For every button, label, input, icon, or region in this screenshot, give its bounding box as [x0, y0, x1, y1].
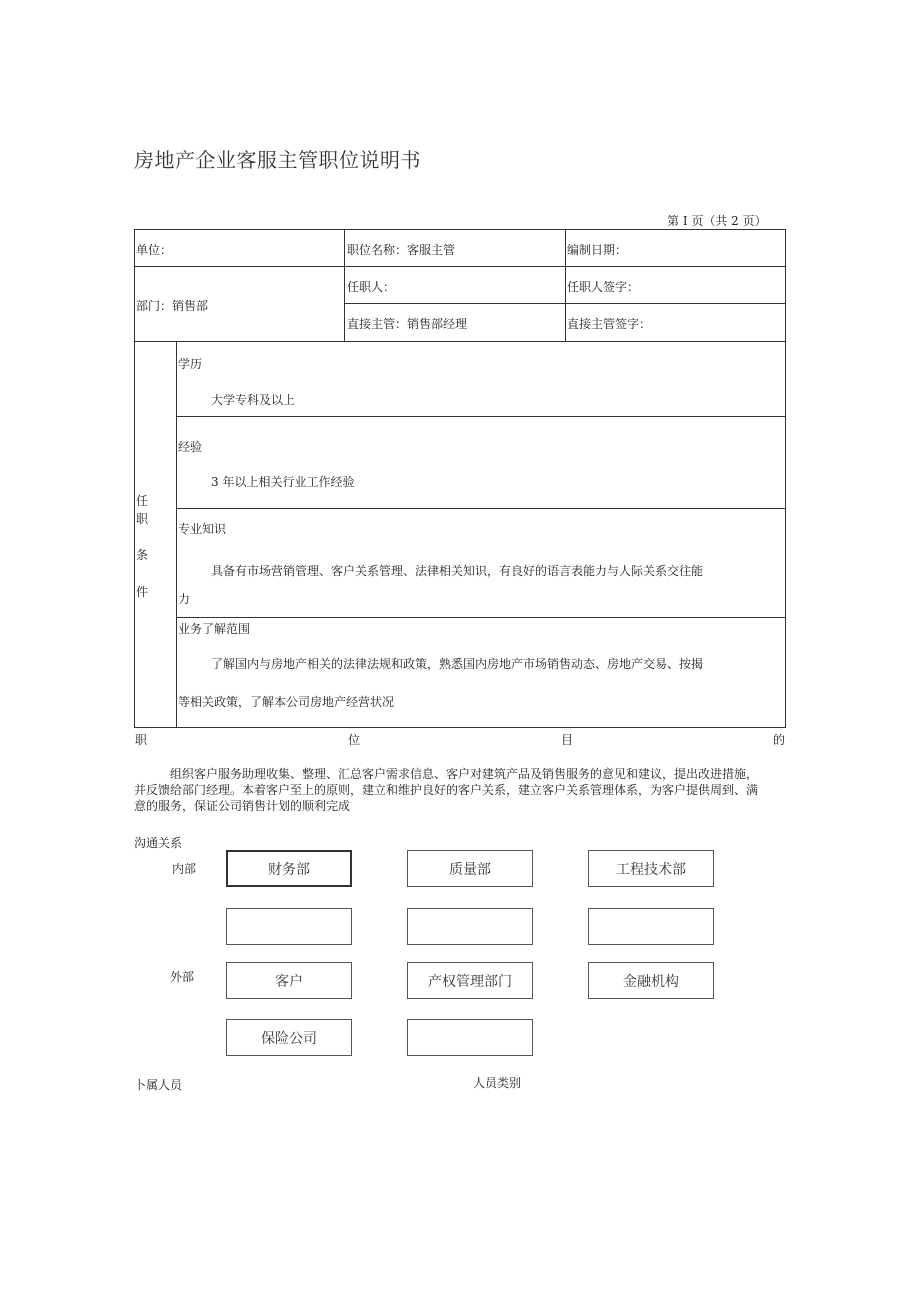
purpose-text	[134, 766, 788, 814]
experience-value: 3 年以上相关行业工作经验	[211, 475, 355, 489]
business-line-2: 等相关政策，了解本公司房地产经营状况	[178, 695, 395, 709]
knowledge-label: 专业知识	[178, 522, 227, 536]
education-label: 学历	[178, 357, 203, 371]
external-label: 外部	[170, 970, 195, 984]
communication-label: 沟通关系	[134, 836, 183, 850]
external-box-property-rights: 产权管理部门	[407, 962, 533, 999]
direct-supervisor: 直接主管：销售部经理	[347, 317, 468, 331]
knowledge-line-2: 力	[178, 592, 191, 606]
internal-box-quality: 质量部	[407, 850, 533, 887]
department: 部门：销售部	[136, 299, 209, 313]
internal-box-engineering: 工程技术部	[588, 850, 714, 887]
external-box-insurance: 保险公司	[226, 1019, 352, 1056]
staff-category-label: 人员类别	[473, 1076, 522, 1090]
purpose-line-3: 意的服务，保证公司销售计划的顺利完成	[134, 799, 351, 813]
position-name: 职位名称：客服主管	[347, 243, 456, 257]
side-label-char-2: 职	[136, 512, 149, 526]
purpose-line-2: 并反馈给部门经理。本着客户至上的原则，建立和维护良好的客户关系，建立客户关系管理体系，为客户提供周到、满	[134, 783, 759, 797]
internal-box-empty-3	[588, 908, 714, 945]
incumbent: 任职人：	[347, 280, 396, 294]
purpose-label-char-3: 目	[561, 733, 574, 747]
internal-label: 内部	[172, 862, 197, 876]
side-label-char-4: 件	[136, 585, 149, 599]
side-label-char-1: 任	[136, 494, 149, 508]
purpose-label-char-1: 职	[135, 733, 148, 747]
supervisor-signature: 直接主管签字：	[567, 317, 652, 331]
education-value: 大学专科及以上	[211, 393, 296, 407]
side-label-char-3: 条	[136, 548, 149, 562]
unit-label: 单位：	[136, 243, 173, 257]
external-box-financial: 金融机构	[588, 962, 714, 999]
external-box-empty	[407, 1019, 533, 1056]
document-title: 房地产企业客服主管职位说明书	[134, 148, 421, 172]
external-box-customer: 客户	[226, 962, 352, 999]
purpose-label-char-2: 位	[348, 733, 361, 747]
incumbent-signature: 任职人签字：	[567, 280, 640, 294]
subordinates-label: 卜属人员	[134, 1078, 183, 1092]
business-label: 业务了解范围	[178, 622, 251, 636]
experience-label: 经验	[178, 440, 203, 454]
purpose-label-char-4: 的	[773, 733, 786, 747]
internal-box-finance: 财务部	[226, 850, 352, 887]
purpose-line-1: 组织客户服务助理收集、整理、汇总客户需求信息、客户对建筑产品及销售服务的意见和建议，提出改进措施，	[170, 767, 759, 781]
business-line-1: 了解国内与房地产相关的法律法规和政策，熟悉国内房地产市场销售动态、房地产交易、按揭	[211, 657, 704, 671]
knowledge-line-1: 具备有市场营销管理、客户关系管理、法律相关知识，有良好的语言表能力与人际关系交往能	[211, 564, 704, 578]
compile-date: 编制日期：	[567, 243, 628, 257]
internal-box-empty-2	[407, 908, 533, 945]
internal-box-empty-1	[226, 908, 352, 945]
page-info: 第 I 页（共 2 页）	[667, 214, 767, 228]
